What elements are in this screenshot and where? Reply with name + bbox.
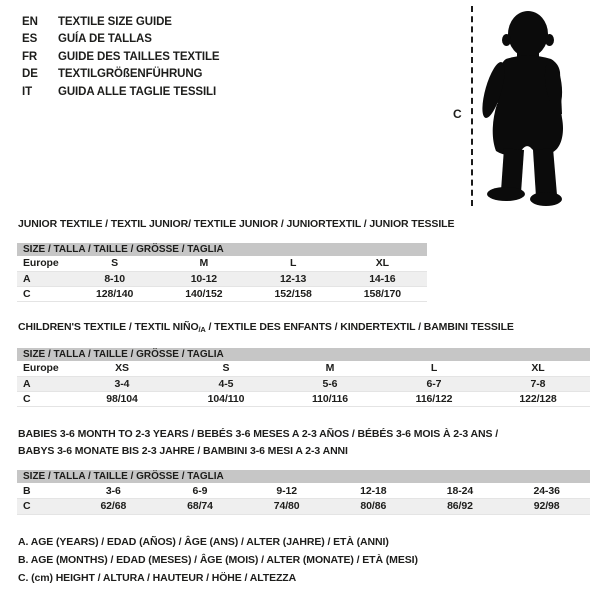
table-cell: 10-12: [190, 272, 218, 285]
row-label: C: [23, 392, 31, 405]
height-dashed-line: [471, 6, 473, 206]
children-size-table-wrap: [17, 348, 590, 407]
table-cell: 12-18: [360, 484, 387, 497]
language-code: FR: [22, 50, 38, 63]
table-cell: 24-36: [533, 484, 560, 497]
table-cell: 110/116: [311, 392, 349, 405]
section-title-junior: JUNIOR TEXTILE / TEXTIL JUNIOR/ TEXTILE JUNIOR / JUNIORTEXTIL / JUNIOR TESSILE: [18, 218, 455, 230]
title-subscript: /A: [198, 325, 206, 334]
table-cell: 80/86: [360, 500, 387, 513]
baby-foot-right: [530, 192, 562, 206]
list-item: [22, 66, 220, 83]
list-item: [22, 84, 220, 101]
table-cell: 152/158: [274, 287, 312, 300]
legend-notes: [18, 533, 418, 587]
table-cell: 104/110: [207, 392, 245, 405]
size-header-row: [17, 348, 590, 361]
baby-leg-right: [533, 148, 557, 197]
table-cell: M: [325, 362, 335, 375]
table-cell: 6-7: [426, 377, 442, 390]
table-cell: 116/122: [415, 392, 453, 405]
table-cell: 5-6: [322, 377, 338, 390]
row-label: Europe: [23, 362, 59, 375]
table-cell: M: [199, 257, 209, 270]
legend-note-c: C. (cm) HEIGHT / ALTURA / HAUTEUR / HÖHE / ALTEZZA: [18, 572, 297, 584]
table-cell: 68/74: [187, 500, 213, 513]
table-row: [17, 361, 590, 376]
language-code: DE: [22, 68, 38, 81]
title-suffix: / TEXTILE DES ENFANTS / KINDERTEXTIL / BAMBINI TESSILE: [205, 321, 514, 333]
table-row: [17, 483, 590, 499]
language-label: TEXTILGRÖßENFÜHRUNG: [58, 68, 203, 81]
baby-ear-left: [502, 34, 511, 46]
language-label: GUIDE DES TAILLES TEXTILE: [58, 50, 220, 63]
table-cell: L: [430, 362, 438, 375]
size-bar-label: SIZE / TALLA / TAILLE / GRÖSSE / TAGLIA: [17, 470, 590, 483]
table-cell: L: [289, 257, 297, 270]
row-label: A: [23, 272, 31, 285]
language-label: GUÍA DE TALLAS: [58, 33, 152, 46]
junior-size-table-wrap: [17, 243, 427, 302]
table-cell: 62/68: [100, 500, 127, 513]
baby-leg-left: [501, 148, 524, 193]
babies-size-table-wrap: [17, 470, 590, 515]
toddler-silhouette-illustration: [478, 2, 598, 210]
table-cell: 8-10: [104, 272, 125, 285]
table-cell: 122/128: [519, 392, 557, 405]
language-code: ES: [22, 33, 38, 46]
table-row: [17, 376, 590, 391]
table-cell: 9-12: [276, 484, 297, 497]
table-cell: XS: [115, 362, 129, 375]
table-cell: XL: [531, 362, 545, 375]
row-label: C: [23, 500, 31, 513]
legend-note-a: A. AGE (YEARS) / EDAD (AÑOS) / ÂGE (ANS) / ALTER (JAHRE) / ETÀ (ANNI): [18, 536, 389, 548]
language-code: EN: [22, 16, 38, 28]
legend-note-b: B. AGE (MONTHS) / EDAD (MESES) / ÂGE (MOIS) / ALTER (MONATE) / ETÀ (MESI): [18, 554, 418, 566]
table-row: [17, 286, 427, 301]
size-header-row: [17, 470, 590, 483]
babies-size-table: [17, 470, 590, 515]
table-cell: 3-4: [114, 377, 130, 390]
table-cell: 18-24: [446, 484, 474, 497]
list-item: [22, 31, 220, 48]
table-cell: XL: [375, 257, 389, 270]
table-cell: 128/140: [95, 287, 134, 300]
baby-shorts: [493, 104, 563, 155]
language-label: GUIDA ALLE TAGLIE TESSILI: [58, 85, 217, 98]
baby-ear-right: [545, 34, 554, 46]
table-cell: 3-6: [105, 484, 121, 497]
row-label: A: [23, 377, 31, 390]
junior-size-table: [17, 243, 427, 302]
title-line-2: BABYS 3-6 MONATE BIS 2-3 JAHRE / BAMBINI 3-6 MESI A 2-3 ANNI: [18, 445, 348, 457]
table-row: [17, 391, 590, 406]
table-cell: 14-16: [369, 272, 396, 285]
row-label: Europe: [23, 257, 59, 270]
row-label: B: [23, 484, 31, 497]
table-row: [17, 256, 427, 271]
table-cell: 74/80: [273, 500, 300, 513]
table-cell: 92/98: [533, 500, 560, 513]
language-label: TEXTILE SIZE GUIDE: [58, 16, 172, 28]
table-cell: 6-9: [192, 484, 208, 497]
row-label: C: [23, 287, 31, 300]
table-cell: 7-8: [530, 377, 546, 390]
table-cell: 12-13: [279, 272, 307, 285]
language-list: [22, 14, 220, 101]
size-header-row: [17, 243, 427, 256]
language-code: IT: [22, 85, 33, 98]
size-bar-label: SIZE / TALLA / TAILLE / GRÖSSE / TAGLIA: [17, 348, 590, 361]
baby-foot-left: [487, 187, 525, 201]
table-cell: 158/170: [363, 287, 401, 300]
list-item: [22, 49, 220, 66]
table-row: [17, 271, 427, 286]
table-cell: 140/152: [185, 287, 223, 300]
table-row: [17, 499, 590, 515]
title-prefix: CHILDREN'S TEXTILE / TEXTIL NIÑO: [18, 321, 199, 333]
table-cell: 86/92: [447, 500, 473, 513]
size-bar-label: SIZE / TALLA / TAILLE / GRÖSSE / TAGLIA: [17, 243, 427, 256]
table-cell: 4-5: [218, 377, 234, 390]
children-size-table: [17, 348, 590, 407]
section-title-children: [18, 319, 514, 338]
table-cell: 98/104: [106, 392, 138, 405]
list-item: [22, 14, 220, 31]
table-cell: S: [222, 362, 230, 375]
height-marker-label: C: [453, 107, 462, 121]
table-cell: S: [111, 257, 119, 270]
section-title-babies: [18, 426, 498, 460]
title-line-1: BABIES 3-6 MONTH TO 2-3 YEARS / BEBÉS 3-6 MESES A 2-3 AÑOS / BÉBÉS 3-6 MOIS À 2-3 ANS /: [18, 428, 499, 440]
